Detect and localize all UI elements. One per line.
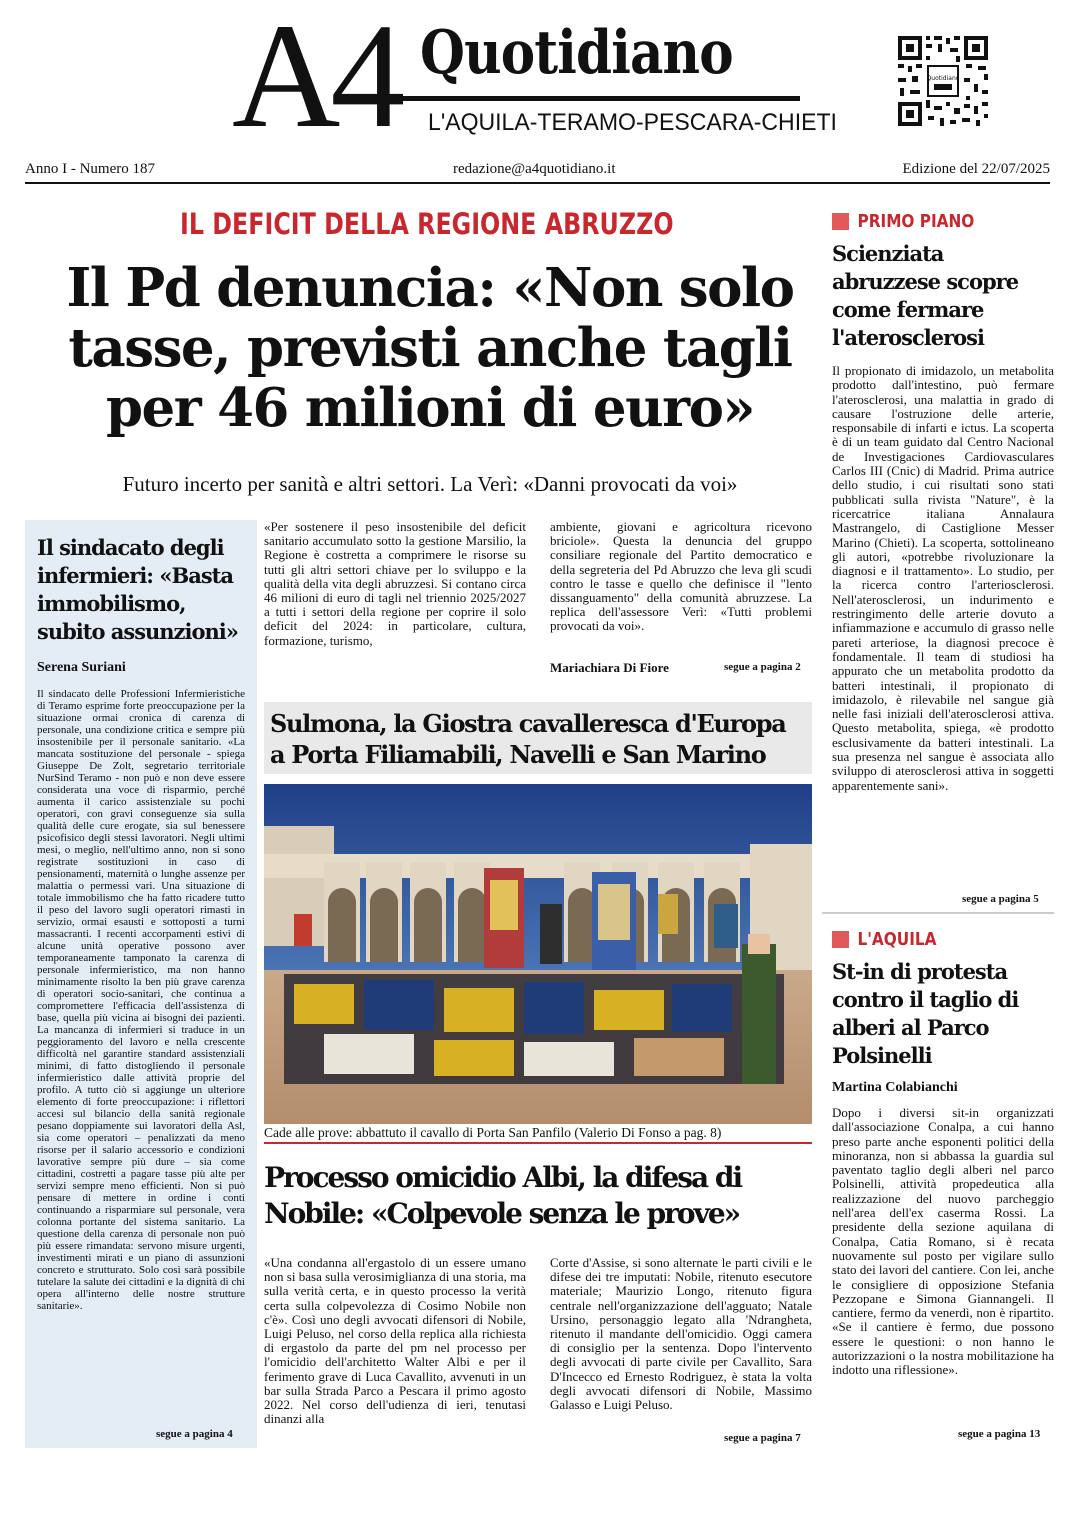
giostra-photo[interactable] [264, 784, 812, 1124]
qr-code-icon[interactable] [896, 34, 990, 128]
sidebar-nurses-story [25, 520, 257, 1448]
laquila-author: Martina Colabianchi [832, 1080, 958, 1095]
right-column-divider [822, 912, 1054, 914]
logo-mark: A4 [232, 0, 396, 159]
title-rule [402, 96, 800, 101]
laquila-section [822, 926, 1054, 1378]
primo-piano-headline[interactable]: Scienziata abruzzese scopre come fermare l'aterosclerosi [832, 241, 1019, 350]
albi-continue-link[interactable]: segue a pagina 7 [724, 1432, 801, 1444]
section-marker-icon [832, 213, 849, 230]
section-label-text: L'AQUILA [857, 928, 937, 950]
lead-headline[interactable] [40, 258, 820, 438]
laquila-continue-link[interactable]: segue a pagina 13 [958, 1428, 1041, 1440]
laquila-headline[interactable]: St-in di protesta contro il taglio di alberi al Parco Polsinelli [832, 959, 1019, 1068]
qr-label: Quotidiano [926, 75, 960, 82]
edition-date: Edizione del 22/07/2025 [902, 161, 1050, 177]
sulmona-headline[interactable]: Sulmona, la Giostra cavalleresca d'Europa a Porta Filiamabili, Navelli e San Marino [270, 709, 786, 769]
lead-subhead: Futuro incerto per sanità e altri settori. La Verì: «Danni provocati da voi» [122, 472, 738, 496]
section-marker-icon [832, 931, 849, 948]
lead-column-1: «Per sostenere il peso insostenibile del deficit sanitario accumulato sotto la gestione Marsilio, la Regione è costretta a comprimere le risorse su tutti gli altri settori chiave per lo sviluppo e la qualità della vita degli abruzzesi. Si contano circa 46 milioni di euro di tagli nel triennio 2025/2027 a tutti i settori della regione per coprire il solo deficit del 2024: in particolare, cultura, formazione, turismo, [264, 519, 526, 648]
albi-headline[interactable]: Processo omicidio Albi, la difesa di Nobile: «Colpevole senza le prove» [264, 1161, 742, 1230]
newspaper-title: Quotidiano [420, 18, 733, 88]
sidebar-body: Il sindacato delle Professioni Infermieristiche di Teramo esprime forte preoccupazione per la situazione ormai cronica di carenza di personale, una condizione critica e sempre più insostenibile per il personale sanitario. «La mancata sostituzione del personale - spiega Giuseppe De Zolt, segretario territoriale NurSind Teramo - non può e non deve essere considerata una voce di risparmio, perché aumenta il carico assistenziale su pochi operatori, con gravi conseguenze sia sulla qualità delle cure erogate, sia sul benessere psicofisico degli stessi lavoratori. Negli ultimi mesi, o meglio, nell'ultimo anno, non si sono registrate sostituzioni in caso di pensionamenti, maternità o lunghe assenze per malattia o permessi vari. Una situazione di totale immobilismo che ha fatto ricadere tutto il peso del lavoro sugli operatori rimasti in servizio, ormai esausti e sottoposti a turni massacranti. I recenti accorpamenti estivi di alcune unità operative possono aver temporaneamente tamponato la carenza di personale infermieristico, ma non hanno minimamente risolto la ben più grave carenza di operatori socio-sanitari, che continua a compromettere l'efficacia dell'assistenza di base, quella più vicina ai bisogni dei pazienti. La mancanza di infermieri si traduce in un peggioramento del lavoro e nella crescente difficoltà nel garantire standard assistenziali minimi, di fatto distogliendo il personale infermieristico dalle attività proprie del profilo. A tutto ciò si aggiunge un ulteriore elemento di forte preoccupazione: i riflettori accesi sul bilancio della sanità regionale pesano doppiamente sui lavoratori della Asl, sia come operatori – penalizzati da meno risorse per il salario accessorio e condizioni lavorative sempre più dure – sia come cittadini, costretti a pagare tasse più alte per servizi sempre meno efficienti. Non si può pensare di mettere in ordine i conti continuando a risparmiare sul personale, vera colonna portante del sistema sanitario. La questione della carenza di personale non può più essere rimandata: servono misure urgenti, investimenti mirati e un piano di assunzioni concreto e strutturato. Solo così sarà possibile tutelare la salute dei cittadini e la dignità di chi opera all'interno delle nostre strutture sanitarie». [37, 688, 245, 1312]
sidebar-headline[interactable]: Il sindacato degli infermieri: «Basta immobilismo, subito assunzioni» [37, 535, 238, 644]
primo-piano-continue-link[interactable]: segue a pagina 5 [962, 893, 1039, 905]
photo-caption: Cade alle prove: abbattuto il cavallo di Porta San Panfilo (Valerio Di Fonso a pag. 8) [264, 1124, 812, 1144]
section-label-primo-piano [832, 208, 1021, 234]
lead-column-2: ambiente, giovani e agricoltura ricevono briciole». Questa la denuncia del gruppo consiliare regionale del Partito democratico e della segreteria del Pd Abruzzo che leva gli scudi contro le tasse e quello che definisce il "lento dissanguamento" della comunità abruzzese. La replica dell'assessore Verì: «Tutti problemi provocati da voi». [550, 519, 812, 634]
sidebar-continue-link[interactable]: segue a pagina 4 [156, 1428, 233, 1440]
lead-continue-link[interactable]: segue a pagina 2 [724, 661, 801, 673]
primo-piano-section [822, 196, 1054, 793]
newspaper-cities: L'AQUILA-TERAMO-PESCARA-CHIETI [428, 109, 837, 136]
sidebar-author: Serena Suriani [37, 660, 126, 675]
laquila-body: Dopo i diversi sit-in organizzati dall'associazione Conalpa, a cui hanno preso parte anche esponenti politici della minoranza, non si abbassa la guardia sul paventato taglio degli alberi nel parco Polsinelli, attività propedeutica alla realizzazione del nuovo parcheggio nell'area dell'ex caserma Rossi. La presidente della sezione aquilana di Conalpa, Catia Romano, si è recata nuovamente sul posto per vigilare sullo stato dei lavori del cantiere. Con lei, anche le consigliere di opposizione Stefania Pezzopane e Simona Giannangeli. Il cantiere, fermo da venerdì, non è ripartito. «Se il cantiere è fermo, due possono essere le questioni: o non hanno le autorizzazioni o la nostra mobilitazione ha indotto una riflessione». [832, 1105, 1054, 1378]
lead-kicker: IL DEFICIT DELLA REGIONE ABRUZZO [180, 207, 674, 241]
email-link[interactable]: redazione@a4quotidiano.it [453, 161, 616, 177]
masthead [0, 0, 1074, 159]
lead-byline: Mariachiara Di Fiore [550, 660, 669, 675]
section-label-laquila [832, 926, 1021, 952]
lead-headline-line: per 46 milioni di euro» [105, 377, 755, 439]
sulmona-headline-box [264, 702, 812, 774]
albi-column-1: «Una condanna all'ergastolo di un essere umano non si basa sulla verosimiglianza di una storia, ma sulla verità certa, e in questo processo la verità certa sulla colpevolezza di Cosimo Nobile non c'è». Così uno degli avvocati difensori di Nobile, Luigi Peluso, nel corso della replica alla richiesta di ergastolo da parte del pm nel processo per l'omicidio dell'architetto Walter Albi e per il ferimento grave di Luca Cavallito, avvenuti in un bar sulla Strada Parco a Pescara il primo agosto 2022. Nel corso dell'udienza di ieri, tenutasi dinanzi alla [264, 1255, 526, 1427]
section-label-text: PRIMO PIANO [857, 210, 975, 232]
albi-column-2: Corte d'Assise, si sono alternate le parti civili e le difese dei tre imputati: Nobile, ritenuto esecutore materiale; Maurizio Longo, ritenuto figura centrale nell'organizzazione dell'agguato; Natale Ursino, personaggio legato alla 'Ndrangheta, ritenuto il mandante dell'omicidio. Oggi camera di consiglio per la sentenza. Dopo l'intervento degli avvocati di parte civile per Cavallito, Sara D'Incecco ed Ernesto Rodriguez, è stata la volta degli avvocati difensori di Nobile, Massimo Galasso e Luigi Peluso. [550, 1255, 812, 1413]
info-bar [25, 158, 1050, 184]
lead-headline-line: tasse, previsti anche tagli [68, 317, 792, 379]
primo-piano-body: Il propionato di imidazolo, un metabolita prodotto dall'intestino, può fermare l'aterosclerosi, una malattia in grado di causare l'ostruzione delle arterie, responsabile di infarti e ictus. La scoperta è di un team guidato dal Centro Nacional de Investigaciones Cardiovasculares Carlos III (Cnic) di Madrid. Prima autrice dello studio, i cui risultati sono stati pubblicati sulla rivista "Nature", è la ricercatrice italiana Annalaura Mastrangelo, di Castiglione Messer Marino (Chieti). La scoperta, sottolineano gli autori, «potrebbe rivoluzionare la diagnosi e il trattamento». Lo studio, per la ricerca contro l'arteriosclerosi. Nell'aterosclerosi, un indurimento e restringimento delle arterie dovuto a infiammazione e accumulo di grasso nelle pareti arteriose, la diagnosi precoce è fondamentale. Il team di studiosi ha appurato che un metabolita prodotto da batteri intestinali, il propionato di imidazolo, è rilevabile nel sangue già nelle fasi iniziali dell'aterosclerosi attiva. Questo metabolita, spiega, «è prodotto esclusivamente da batteri intestinali. La sua presenza nel sangue è associata allo sviluppo di aterosclerosi attiva in soggetti apparentemente sani». [832, 363, 1054, 793]
lead-headline-line: Il Pd denuncia: «Non solo [66, 257, 794, 319]
issue-number: Anno I - Numero 187 [25, 161, 155, 177]
